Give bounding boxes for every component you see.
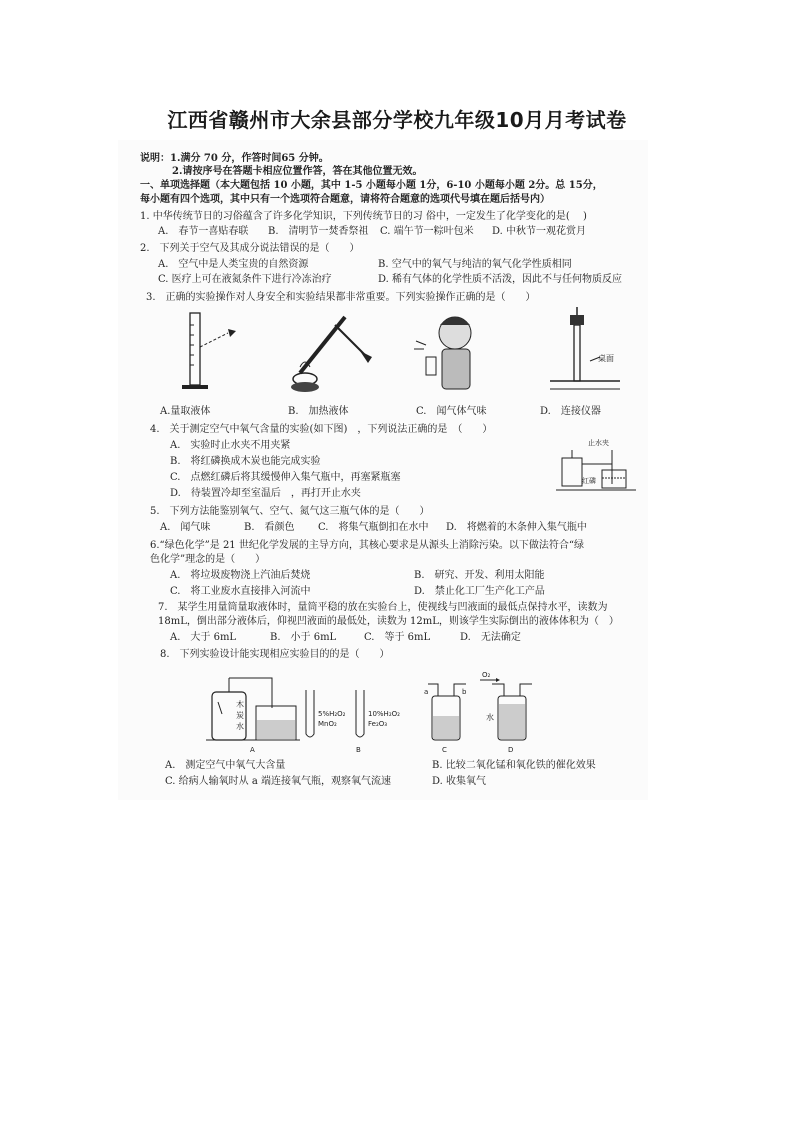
q3-option-b: B. 加热液体 (288, 406, 349, 417)
q3-fig-c-smell (414, 317, 471, 389)
q3-fig-d-connect (550, 307, 620, 389)
q8-fig-c-port-b: b (462, 688, 467, 696)
q8-stem: 8. 下列实验设计能实现相应实验目的的是（ ） (160, 649, 390, 660)
q1-stem: 1. 中华传统节日的习俗蕴含了许多化学知识，下列传统节日的习 俗中，一定发生了化学变化的是( ) (140, 211, 587, 222)
q6-option-d: D. 禁止化工厂生产化工产品 (414, 586, 545, 597)
q2-option-d: D. 稀有气体的化学性质不活泼，因此不与任何物质反应 (378, 274, 623, 285)
q8-fig-d-label: D (508, 746, 514, 754)
q3-option-d: D. 连接仪器 (540, 406, 601, 417)
q8-option-a: A. 测定空气中氧气大含量 (165, 760, 286, 771)
q5-option-c: C. 将集气瓶倒扣在水中 (318, 522, 429, 533)
q4-figure (556, 436, 636, 496)
q1-option-d: D. 中秋节一观花赏月 (492, 226, 587, 237)
q8-fig-a-charcoal2: 炭 (236, 711, 244, 720)
q8-fig-d-o2: O₂ (482, 671, 491, 679)
q1-option-c: C. 端午节一粽叶包米 (380, 226, 474, 237)
q8-fig-d (480, 671, 532, 754)
q2-option-c: C. 医疗上可在液氮条件下进行冷冻治疗 (158, 274, 332, 285)
q8-fig-b-mno2: MnO₂ (318, 720, 337, 728)
q4-option-b: B. 将红磷换成木炭也能完成实验 (170, 456, 321, 467)
q8-fig-b-label: B (356, 746, 361, 754)
q3-figures (150, 305, 640, 415)
q7-option-d: D. 无法确定 (460, 632, 521, 643)
q8-fig-b (306, 690, 400, 754)
q3-fig-b-heating (291, 317, 372, 392)
q8-fig-a (206, 678, 300, 754)
q6-stem-line-2: 色化学”理念的是（ ） (150, 554, 266, 565)
q8-fig-a-water: 水 (236, 722, 244, 731)
q8-fig-c-port-a: a (424, 688, 429, 696)
q4-fig-phosphorus-label: 红磷 (582, 477, 596, 485)
q8-fig-c (424, 684, 467, 754)
q5-stem: 5. 下列方法能鉴别氧气、空气、氮气这三瓶气体的是（ ） (150, 506, 430, 517)
q8-option-d: D. 收集氧气 (432, 776, 487, 787)
q6-option-a: A. 将垃圾废物浇上汽油后焚烧 (170, 570, 311, 581)
q8-fig-c-label: C (442, 746, 447, 754)
q8-fig-b-h2o2-10: 10%H₂O₂ (368, 710, 400, 718)
q8-fig-a-charcoal: 木 (236, 700, 244, 709)
q7-option-a: A. 大于 6mL (170, 632, 237, 643)
q4-option-a: A. 实验时止水夹不用夹紧 (170, 440, 291, 451)
notes-line-1: 说明：1.满分 70 分，作答时间65 分钟。 (140, 153, 329, 164)
q3-option-a: A.量取液体 (160, 406, 211, 417)
q5-option-b: B. 看颜色 (244, 522, 295, 533)
q3-fig-a-cylinder (182, 313, 236, 389)
q4-stem: 4. 关于测定空气中氧气含量的实验(如下图) ，下列说法正确的是 （ ） (150, 424, 493, 435)
q5-option-d: D. 将燃着的木条伸入集气瓶中 (446, 522, 587, 533)
notes-line-2: 2.请按序号在答题卡相应位置作答，答在其他位置无效。 (172, 166, 423, 177)
q4-fig-clamp-label: 止水夹 (588, 439, 609, 447)
q2-stem: 2. 下列关于空气及其成分说法错误的是（ ） (140, 243, 360, 254)
q2-option-a: A. 空气中是人类宝贵的自然资源 (158, 259, 309, 270)
page-title: 江西省赣州市大余县部分学校九年级10月月考试卷 (167, 108, 627, 132)
q5-option-a: A. 闻气味 (160, 522, 211, 533)
q1-option-b: B. 清明节一焚香祭祖 (268, 226, 369, 237)
q7-stem-line-2: 18mL，倒出部分液体后，仰视凹液面的最低处，读数为 12mL，则该学生实际倒出的液体体积为（ ） (158, 616, 619, 627)
q3-fig-d-label: 桌面 (598, 354, 614, 363)
q4-option-c: C. 点燃红磷后将其缓慢伸入集气瓶中，再塞紧瓶塞 (170, 472, 401, 483)
q8-option-b: B. 比较二氧化锰和氧化铁的催化效果 (432, 760, 596, 771)
q6-option-b: B. 研究、开发、利用太阳能 (414, 570, 545, 581)
q8-option-c: C. 给病人输氧时从 a 端连接氧气瓶，观察氧气流速 (165, 776, 391, 787)
q7-stem-line-1: 7. 某学生用量筒量取液体时，量筒平稳的放在实验台上，使视线与凹液面的最低点保持水平，读数为 (158, 602, 608, 613)
q2-option-b: B. 空气中的氧气与纯洁的氧气化学性质相同 (378, 259, 572, 270)
q8-fig-a-label: A (250, 746, 255, 754)
q6-stem-line-1: 6.“绿色化学”是 21 世纪化学发展的主导方向，其核心要求是从源头上消除污染。以下做法符合“绿 (150, 540, 584, 551)
q8-fig-b-fe2o3: Fe₂O₃ (368, 720, 388, 728)
q3-option-c: C. 闻气体气味 (416, 406, 487, 417)
q3-stem: 3. 正确的实验操作对人身安全和实验结果都非常重要。下列实验操作正确的是（ ） (146, 292, 536, 303)
q7-option-c: C. 等于 6mL (364, 632, 431, 643)
q8-fig-b-h2o2-5: 5%H₂O₂ (318, 710, 346, 718)
q7-option-b: B. 小于 6mL (270, 632, 337, 643)
q1-option-a: A. 春节一喜贴春联 (158, 226, 249, 237)
q8-fig-d-water: 水 (486, 713, 494, 722)
q4-option-d: D. 待装置冷却至室温后 ，再打开止水夹 (170, 488, 361, 499)
section-heading-line-1: 一、单项选择题（本大题包括 10 小题，其中 1-5 小题每小题 1分，6-10 小题每小题 2分。总 15分， (140, 180, 603, 191)
section-heading-line-2: 每小题有四个选项，其中只有一个选项符合题意，请将符合题意的选项代号填在题后括号内） (140, 194, 550, 205)
q6-option-c: C. 将工业废水直接排入河流中 (170, 586, 311, 597)
q8-figures (200, 668, 540, 756)
